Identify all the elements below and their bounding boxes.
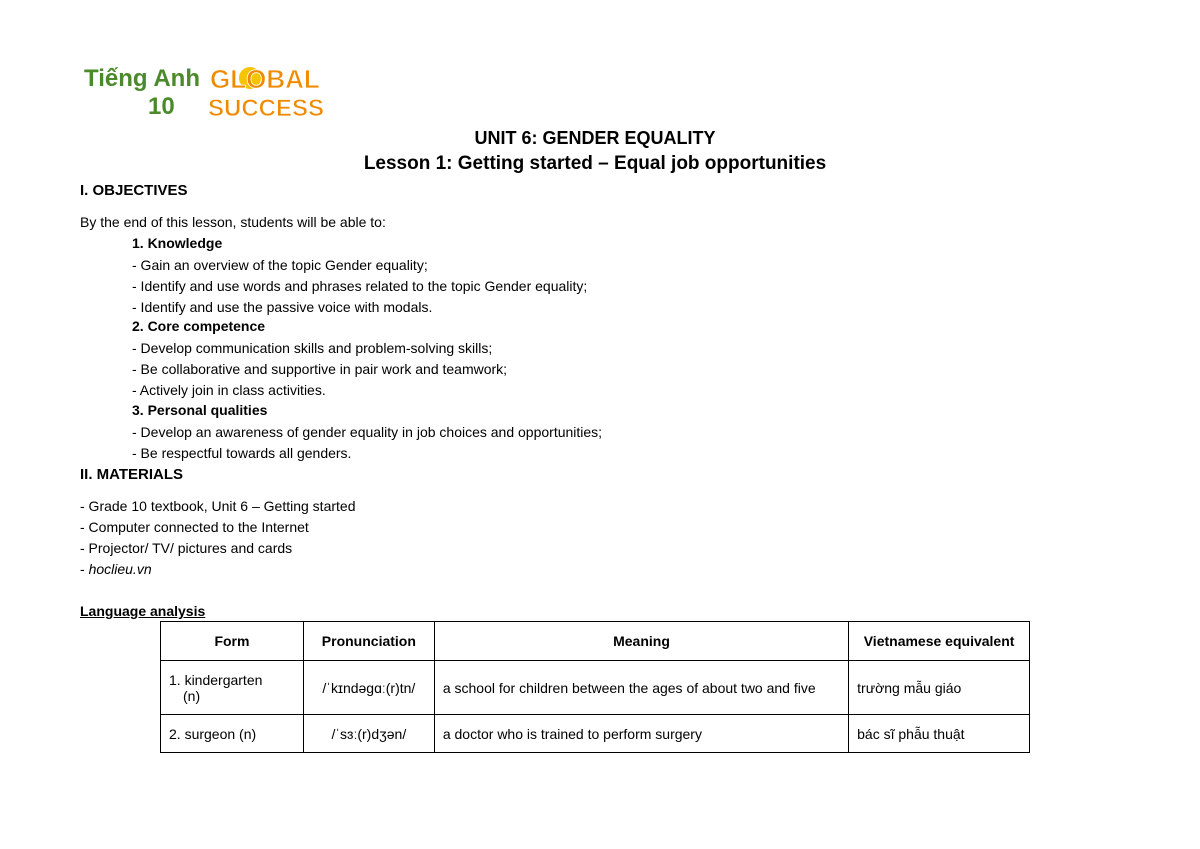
logo-text-tieng-anh: Tiếng Anh [84,65,200,92]
table-row [161,661,1030,715]
table-header-row [161,622,1030,661]
cell-meaning: a school for children between the ages of about two and five [434,661,848,715]
logo-graphic [84,58,324,122]
unit-title: UNIT 6: GENDER EQUALITY [474,128,716,148]
personal-qualities-item: - Be respectful towards all genders. [132,445,352,461]
column-header-form: Form [161,622,304,661]
core-competence-item: - Actively join in class activities. [132,382,326,398]
column-header-vietnamese: Vietnamese equivalent [849,622,1030,661]
personal-qualities-title: 3. Personal qualities [132,402,268,418]
objectives-intro: By the end of this lesson, students will be able to: [80,214,386,230]
core-competence-title: 2. Core competence [132,318,266,334]
cell-vietnamese: trường mẫu giáo [849,661,1030,715]
cell-pronunciation: /ˈkɪndəɡɑː(r)tn/ [303,661,434,715]
logo-text-10: 10 [148,93,175,120]
logo-text-global: GLOBAL [210,64,320,94]
cell-form [161,661,304,715]
knowledge-item: - Gain an overview of the topic Gender equality; [132,257,428,273]
table-row [161,715,1030,753]
language-analysis-heading: Language analysis [80,603,206,619]
column-header-pronunciation: Pronunciation [303,622,434,661]
knowledge-title: 1. Knowledge [132,235,223,251]
materials-heading: II. MATERIALS [80,466,184,483]
core-competence-item: - Develop communication skills and problem-solving skills; [132,340,493,356]
logo-text-success: SUCCESS [208,95,324,122]
lesson-title: Lesson 1: Getting started – Equal job opportunities [363,153,827,174]
materials-item: - Grade 10 textbook, Unit 6 – Getting started [80,498,356,514]
cell-form: 2. surgeon (n) [161,715,304,753]
form-word: 1. kindergarten [169,671,263,688]
core-competence-item: - Be collaborative and supportive in pair work and teamwork; [132,361,508,377]
personal-qualities-item: - Develop an awareness of gender equality in job choices and opportunities; [132,424,603,440]
cell-vietnamese: bác sĩ phẫu thuật [849,715,1030,753]
language-analysis-table [160,621,1030,753]
knowledge-item: - Identify and use words and phrases related to the topic Gender equality; [132,278,588,294]
knowledge-item: - Identify and use the passive voice with modals. [132,299,433,315]
materials-item-website [80,561,152,577]
materials-item: - Projector/ TV/ pictures and cards [80,540,293,556]
materials-item: - Computer connected to the Internet [80,519,309,535]
cell-meaning: a doctor who is trained to perform surgery [434,715,848,753]
objectives-heading: I. OBJECTIVES [80,182,188,199]
materials-item-prefix: - [80,561,89,577]
form-part-of-speech: (n) [183,687,201,704]
hoclieu-link-text: hoclieu.vn [88,561,152,577]
column-header-meaning: Meaning [434,622,848,661]
cell-pronunciation: /ˈsɜː(r)dʒən/ [303,715,434,753]
global-success-logo [84,58,324,122]
